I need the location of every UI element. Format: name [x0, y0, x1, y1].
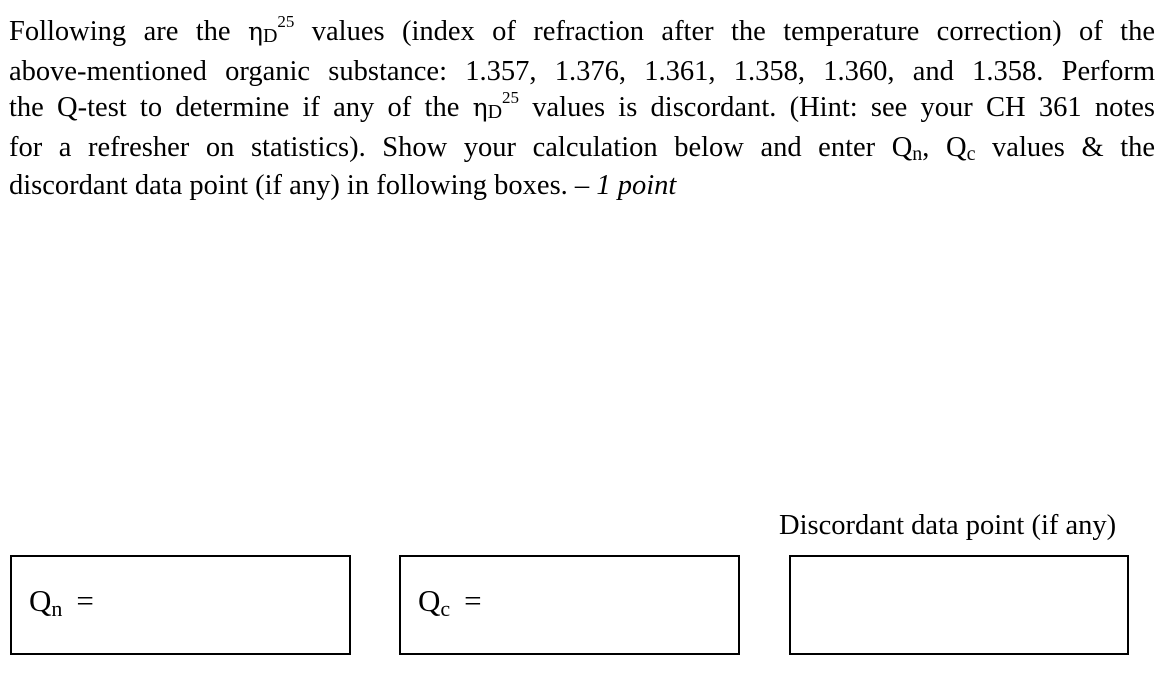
eta-superscript: 25: [502, 88, 520, 107]
qn-answer-box[interactable]: [10, 555, 351, 655]
qc-label-subscript: c: [440, 596, 451, 621]
qn-label: [29, 583, 94, 619]
qc-answer-box[interactable]: [399, 555, 740, 655]
question-line-3-start: the Q-test to determine if any of the: [9, 92, 473, 123]
qc-label: [418, 583, 482, 619]
question-line-2: above-mentioned organic substance: 1.357, 1.376, 1.361, 1.358, 1.360, and 1.358. Perform: [9, 55, 1155, 87]
eta-subscript: D: [487, 101, 503, 123]
qn-label-subscript: n: [51, 596, 63, 621]
qc-letter: Q: [418, 583, 441, 618]
qn-equals: =: [76, 583, 94, 618]
eta-subscript: D: [262, 25, 278, 47]
eta-superscript: 25: [277, 12, 295, 31]
question-line-1: [9, 14, 1155, 54]
eta-symbol: η: [472, 93, 488, 122]
question-line-4-start: for a refresher on statistics). Show your calculation below and enter Q: [9, 131, 913, 163]
question-line-4-mid: , Q: [922, 131, 967, 163]
question-line-4: [9, 130, 1155, 169]
question-line-5-start: discordant data point (if any) in following boxes. –: [9, 170, 597, 201]
qc-subscript: c: [966, 142, 976, 165]
question-line-5: [9, 168, 1155, 205]
question-text: [9, 14, 1155, 205]
question-line-3: [9, 90, 1155, 130]
qc-equals: =: [464, 583, 482, 618]
question-line-4-end: values & the: [975, 131, 1156, 163]
discordant-label: Discordant data point (if any): [779, 510, 1117, 541]
question-line-1-end: values (index of refraction after the temperature correction) of the: [294, 16, 1155, 47]
qn-letter: Q: [29, 583, 52, 618]
points-label: 1 point: [596, 170, 677, 201]
question-line-1-start: Following are the: [9, 16, 248, 47]
discordant-answer-box[interactable]: [789, 555, 1129, 655]
qn-subscript: n: [912, 142, 923, 165]
question-line-3-end: values is discordant. (Hint: see your CH 361 notes: [519, 92, 1155, 123]
eta-symbol: η: [247, 17, 263, 46]
